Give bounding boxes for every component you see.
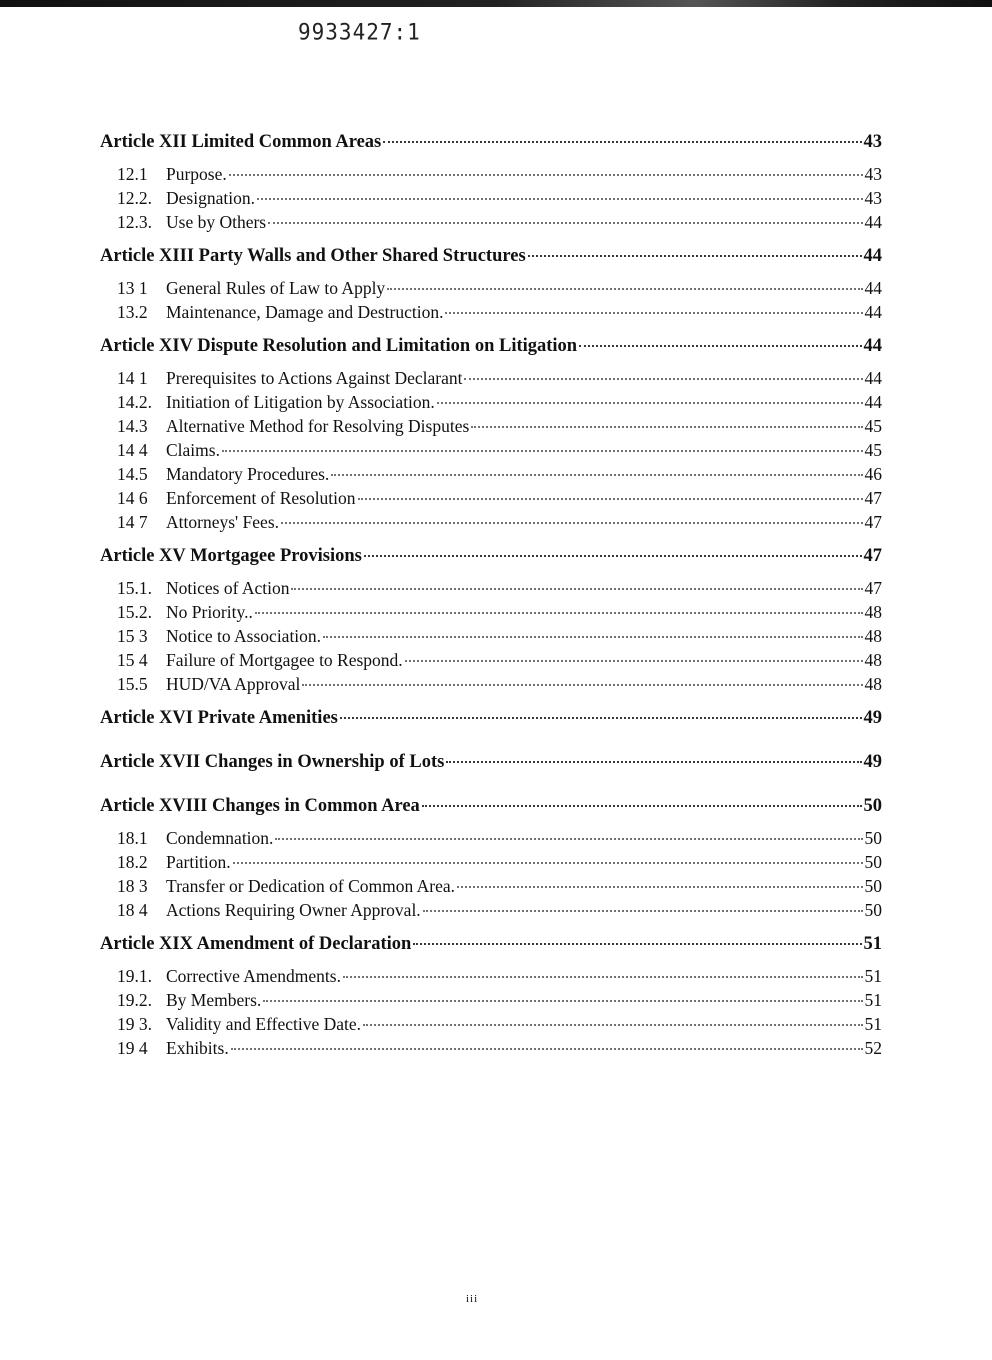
section-number: 15 3 xyxy=(117,626,148,646)
toc-section-row xyxy=(100,672,882,696)
toc-section-row xyxy=(100,366,882,390)
dot-leader xyxy=(422,805,862,807)
toc-article-row xyxy=(100,334,882,358)
toc-section-list xyxy=(100,730,882,740)
toc-section-row xyxy=(100,964,882,988)
dot-leader xyxy=(387,288,862,290)
section-number: 19.1. xyxy=(117,966,152,986)
article-page: 43 xyxy=(863,132,882,152)
section-label xyxy=(117,486,356,510)
article-title: Article XV Mortgagee Provisions xyxy=(100,546,362,566)
article-title: Article XVIII Changes in Common Area xyxy=(100,796,420,816)
section-page: 44 xyxy=(864,392,882,412)
section-number: 14 1 xyxy=(117,368,148,388)
section-number: 14 7 xyxy=(117,512,148,532)
dot-leader xyxy=(275,838,862,840)
dot-leader xyxy=(229,174,863,176)
toc-article-row xyxy=(100,130,882,154)
dot-leader xyxy=(358,498,863,500)
section-number: 14 4 xyxy=(117,440,148,460)
article-title: Article XVI Private Amenities xyxy=(100,708,338,728)
dot-leader xyxy=(257,198,863,200)
section-title: General Rules of Law to Apply xyxy=(166,278,386,298)
section-number: 12.2. xyxy=(117,188,152,208)
section-label xyxy=(117,210,266,234)
toc-article-row xyxy=(100,932,882,956)
toc-section-row xyxy=(100,414,882,438)
section-label xyxy=(117,186,255,210)
dot-leader xyxy=(528,255,862,257)
section-title: HUD/VA Approval xyxy=(166,674,301,694)
dot-leader xyxy=(464,378,862,380)
toc-section-row xyxy=(100,826,882,850)
section-title: Purpose. xyxy=(166,164,227,184)
dot-leader xyxy=(263,1000,862,1002)
dot-leader xyxy=(457,886,862,888)
toc-section-list xyxy=(100,358,882,534)
toc-section-row xyxy=(100,576,882,600)
section-page: 51 xyxy=(864,966,882,986)
article-page: 44 xyxy=(863,336,882,356)
section-page: 50 xyxy=(864,852,882,872)
section-page: 47 xyxy=(864,578,882,598)
section-number: 18.1 xyxy=(117,828,148,848)
section-title: Enforcement of Resolution xyxy=(166,488,356,508)
section-number: 14.5 xyxy=(117,464,148,484)
section-number: 12.1 xyxy=(117,164,148,184)
toc-section-row xyxy=(100,510,882,534)
section-number: 19 3. xyxy=(117,1014,152,1034)
document-number: 9933427:1 xyxy=(298,19,421,45)
section-title: Validity and Effective Date. xyxy=(166,1014,362,1034)
toc-section-row xyxy=(100,600,882,624)
section-page: 45 xyxy=(864,440,882,460)
section-page: 44 xyxy=(864,302,882,322)
dot-leader xyxy=(405,660,863,662)
section-number: 19 4 xyxy=(117,1038,148,1058)
section-page: 50 xyxy=(864,828,882,848)
article-page: 47 xyxy=(863,546,882,566)
section-title: Notice to Association. xyxy=(166,626,322,646)
article-title: Article XIII Party Walls and Other Shared Structures xyxy=(100,246,526,266)
toc-article-row xyxy=(100,544,882,568)
section-label xyxy=(117,438,220,462)
dot-leader xyxy=(413,943,861,945)
dot-leader xyxy=(445,312,862,314)
dot-leader xyxy=(364,555,862,557)
toc-section-row xyxy=(100,300,882,324)
section-number: 13 1 xyxy=(117,278,148,298)
section-label xyxy=(117,624,321,648)
section-page: 50 xyxy=(864,900,882,920)
toc-section-list xyxy=(100,154,882,234)
dot-leader xyxy=(331,474,862,476)
toc-section-list xyxy=(100,818,882,922)
toc-section-row xyxy=(100,874,882,898)
section-number: 15.5 xyxy=(117,674,148,694)
toc-section-row xyxy=(100,438,882,462)
section-label xyxy=(117,1012,361,1036)
section-label xyxy=(117,898,421,922)
section-label xyxy=(117,162,227,186)
section-title: Notices of Action xyxy=(166,578,290,598)
section-page: 44 xyxy=(864,278,882,298)
toc-article-row xyxy=(100,244,882,268)
toc-section-row xyxy=(100,186,882,210)
toc-section-row xyxy=(100,1012,882,1036)
section-page: 52 xyxy=(864,1038,882,1058)
section-page: 48 xyxy=(864,626,882,646)
section-title: Partition. xyxy=(166,852,231,872)
section-page: 47 xyxy=(864,512,882,532)
toc-section-row xyxy=(100,988,882,1012)
section-number: 18 3 xyxy=(117,876,148,896)
section-label xyxy=(117,826,273,850)
section-number: 13.2 xyxy=(117,302,148,322)
section-label xyxy=(117,988,261,1012)
section-title: Failure of Mortgagee to Respond. xyxy=(166,650,403,670)
section-page: 45 xyxy=(864,416,882,436)
section-title: Alternative Method for Resolving Disputes xyxy=(166,416,470,436)
table-of-contents xyxy=(100,130,882,1070)
dot-leader xyxy=(281,522,863,524)
article-page: 44 xyxy=(863,246,882,266)
section-number: 15.1. xyxy=(117,578,152,598)
dot-leader xyxy=(446,761,861,763)
section-label xyxy=(117,1036,229,1060)
section-number: 19.2. xyxy=(117,990,152,1010)
section-page: 44 xyxy=(864,212,882,232)
section-page: 43 xyxy=(864,188,882,208)
toc-section-row xyxy=(100,850,882,874)
toc-section-row xyxy=(100,898,882,922)
section-number: 15 4 xyxy=(117,650,148,670)
section-label xyxy=(117,964,341,988)
section-page: 48 xyxy=(864,650,882,670)
section-page: 44 xyxy=(864,368,882,388)
dot-leader xyxy=(255,612,863,614)
toc-article-row xyxy=(100,794,882,818)
dot-leader xyxy=(343,976,863,978)
section-title: Claims. xyxy=(166,440,220,460)
toc-section-row xyxy=(100,390,882,414)
dot-leader xyxy=(231,1048,863,1050)
section-label xyxy=(117,648,403,672)
toc-article-row xyxy=(100,750,882,774)
section-label xyxy=(117,874,455,898)
article-title: Article XIV Dispute Resolution and Limitation on Litigation xyxy=(100,336,578,356)
dot-leader xyxy=(471,426,862,428)
dot-leader xyxy=(383,141,861,143)
section-page: 51 xyxy=(864,1014,882,1034)
toc-section-row xyxy=(100,486,882,510)
dot-leader xyxy=(579,345,861,347)
dot-leader xyxy=(437,402,863,404)
section-label xyxy=(117,600,253,624)
section-number: 14.2. xyxy=(117,392,152,412)
section-title: Maintenance, Damage and Destruction. xyxy=(166,302,444,322)
section-number: 15.2. xyxy=(117,602,152,622)
toc-section-list xyxy=(100,956,882,1060)
dot-leader xyxy=(268,222,862,224)
scan-edge-bar xyxy=(0,0,992,7)
article-page: 51 xyxy=(863,934,882,954)
article-page: 49 xyxy=(863,752,882,772)
toc-section-list xyxy=(100,268,882,324)
toc-section-row xyxy=(100,276,882,300)
section-label xyxy=(117,276,385,300)
toc-section-row xyxy=(100,462,882,486)
article-page: 49 xyxy=(863,708,882,728)
toc-section-row xyxy=(100,210,882,234)
section-label xyxy=(117,300,443,324)
section-number: 12.3. xyxy=(117,212,152,232)
section-page: 48 xyxy=(864,602,882,622)
section-label xyxy=(117,850,231,874)
dot-leader xyxy=(323,636,862,638)
section-title: Designation. xyxy=(166,188,255,208)
section-title: Attorneys' Fees. xyxy=(166,512,279,532)
section-title: Prerequisites to Actions Against Declarant xyxy=(166,368,463,388)
article-title: Article XVII Changes in Ownership of Lots xyxy=(100,752,445,772)
dot-leader xyxy=(340,717,862,719)
section-page: 46 xyxy=(864,464,882,484)
section-title: Actions Requiring Owner Approval. xyxy=(166,900,421,920)
section-number: 14.3 xyxy=(117,416,148,436)
toc-section-row xyxy=(100,648,882,672)
section-label xyxy=(117,366,462,390)
dot-leader xyxy=(363,1024,862,1026)
section-title: Condemnation. xyxy=(166,828,274,848)
section-label xyxy=(117,414,469,438)
section-title: Corrective Amendments. xyxy=(166,966,341,986)
section-title: Initiation of Litigation by Association. xyxy=(166,392,435,412)
section-label xyxy=(117,576,289,600)
toc-section-row xyxy=(100,1036,882,1060)
section-label xyxy=(117,462,329,486)
article-page: 50 xyxy=(863,796,882,816)
section-title: Use by Others xyxy=(166,212,267,232)
section-page: 48 xyxy=(864,674,882,694)
toc-section-list xyxy=(100,568,882,696)
toc-section-row xyxy=(100,624,882,648)
section-title: No Priority.. xyxy=(166,602,253,622)
toc-section-row xyxy=(100,162,882,186)
section-page: 43 xyxy=(864,164,882,184)
section-page: 50 xyxy=(864,876,882,896)
section-label xyxy=(117,510,279,534)
toc-article-row xyxy=(100,706,882,730)
section-number: 14 6 xyxy=(117,488,148,508)
dot-leader xyxy=(423,910,863,912)
article-title: Article XII Limited Common Areas xyxy=(100,132,382,152)
dot-leader xyxy=(302,684,862,686)
section-number: 18.2 xyxy=(117,852,148,872)
section-number: 18 4 xyxy=(117,900,148,920)
page-number: iii xyxy=(466,1293,479,1305)
dot-leader xyxy=(222,450,863,452)
section-label xyxy=(117,390,435,414)
dot-leader xyxy=(291,588,862,590)
section-label xyxy=(117,672,300,696)
section-title: Exhibits. xyxy=(166,1038,229,1058)
article-title: Article XIX Amendment of Declaration xyxy=(100,934,412,954)
section-title: Mandatory Procedures. xyxy=(166,464,330,484)
section-title: By Members. xyxy=(166,990,262,1010)
section-title: Transfer or Dedication of Common Area. xyxy=(166,876,456,896)
section-page: 51 xyxy=(864,990,882,1010)
toc-section-list xyxy=(100,774,882,784)
section-page: 47 xyxy=(864,488,882,508)
dot-leader xyxy=(233,862,863,864)
